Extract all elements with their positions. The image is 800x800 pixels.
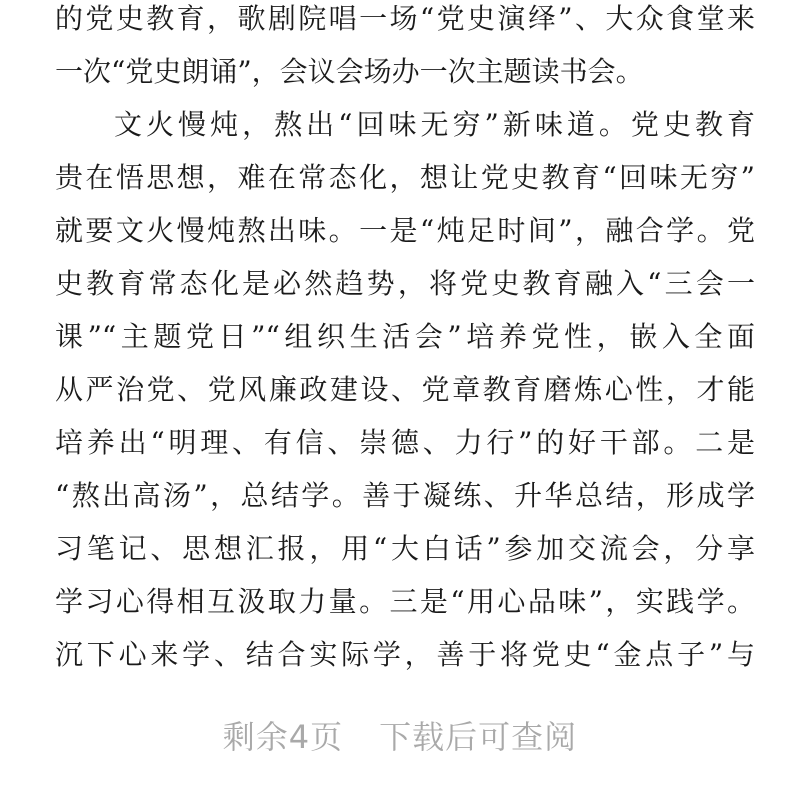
remaining-pages-label: 剩余4页 — [222, 718, 344, 756]
text-line: “熬出高汤”，总结学。善于凝练、升华总结，形成学 — [55, 479, 755, 512]
paragraph-first-line: 文火慢炖，熬出“回味无穷”新味道。党史教育 — [114, 108, 755, 141]
text-line: 史教育常态化是必然趋势，将党史教育融入“三会一 — [55, 267, 755, 300]
text-line: 从严治党、党风廉政建设、党章教育磨炼心性，才能 — [55, 373, 755, 406]
body-text — [55, 0, 755, 681]
text-line: 贵在悟思想，难在常态化，想让党史教育“回味无穷” — [55, 161, 755, 194]
text-line: 沉下心来学、结合实际学，善于将党史“金点子”与 — [55, 638, 755, 671]
remaining-pages-banner[interactable] — [0, 712, 800, 762]
text-line: 学习心得相互汲取力量。三是“用心品味”，实践学。 — [55, 585, 755, 618]
text-line: 一次“党史朗诵”，会议会场办一次主题读书会。 — [55, 55, 644, 88]
text-line: 习笔记、思想汇报，用“大白话”参加交流会，分享 — [55, 532, 755, 565]
download-prompt-label: 下载后可查阅 — [379, 718, 578, 756]
text-line: 的党史教育，歌剧院唱一场“党史演绎”、大众食堂来 — [55, 2, 755, 35]
text-line: 培养出“明理、有信、崇德、力行”的好干部。二是 — [55, 426, 755, 459]
text-line: 课”“主题党日”“组织生活会”培养党性，嵌入全面 — [55, 320, 755, 353]
text-line: 就要文火慢炖熬出味。一是“炖足时间”，融合学。党 — [55, 214, 755, 247]
